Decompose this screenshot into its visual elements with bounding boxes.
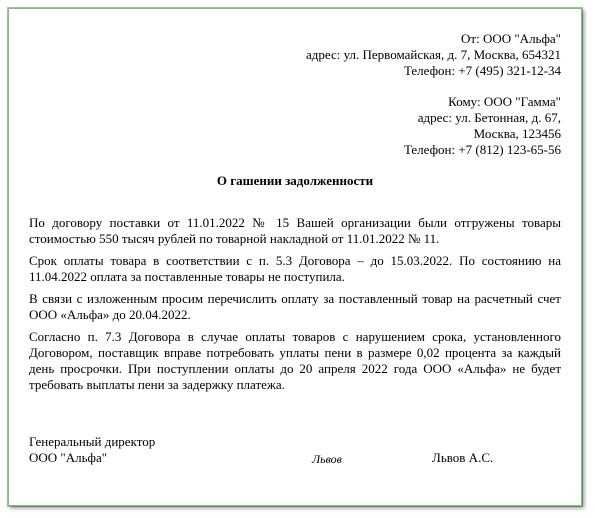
handwritten-signature: Львов: [312, 452, 342, 466]
recipient-address-line2: Москва, 123456: [473, 126, 561, 141]
recipient-address-line1: адрес: ул. Бетонная, д. 67,: [417, 110, 561, 125]
sender-phone: Телефон: +7 (495) 321-12-34: [403, 63, 561, 78]
letter-page: [8, 8, 582, 506]
recipient-block: [404, 94, 561, 158]
signature-block: [29, 434, 561, 474]
signatory-organization: ООО "Альфа": [29, 450, 108, 465]
sender-from: От: ООО "Альфа": [461, 31, 561, 46]
paragraph-3: В связи с изложенным просим перечислить оплату за поставленный товар на расчетный счет ООО «Альфа» до 20.04.2022.: [29, 291, 561, 322]
letter-title: О гашении задолженности: [216, 173, 374, 188]
recipient-phone: Телефон: +7 (812) 123-65-56: [403, 142, 561, 157]
signatory-name: Львов А.С.: [432, 450, 494, 465]
sender-block: [306, 31, 561, 79]
signatory-position: Генеральный директор: [29, 434, 156, 449]
paragraph-1: По договору поставки от 11.01.2022 № 15 Вашей организации были отгружены товары стоимостью 550 тысяч рублей по товарной накладной от 11.01.2022 № 11.: [29, 215, 561, 246]
sender-address: адрес: ул. Первомайская, д. 7, Москва, 654321: [306, 47, 561, 62]
paragraph-2: Срок оплаты товара в соответствии с п. 5.3 Договора – до 15.03.2022. По состоянию на 11.04.2022 оплата за поставленные товары не поступила.: [29, 253, 561, 284]
paragraph-4: Согласно п. 7.3 Договора в случае оплаты товаров с нарушением срока, установленного Договором, поставщик вправе потребовать уплаты пени в размере 0,02 процента за каждый день просрочки. При поступлении оплаты до 20 апреля 2022 года ООО «Альфа» не будет требовать выплаты пени за задержку платежа.: [29, 329, 561, 392]
letter-body: [29, 215, 561, 399]
recipient-to: Кому: ООО "Гамма": [448, 94, 561, 109]
